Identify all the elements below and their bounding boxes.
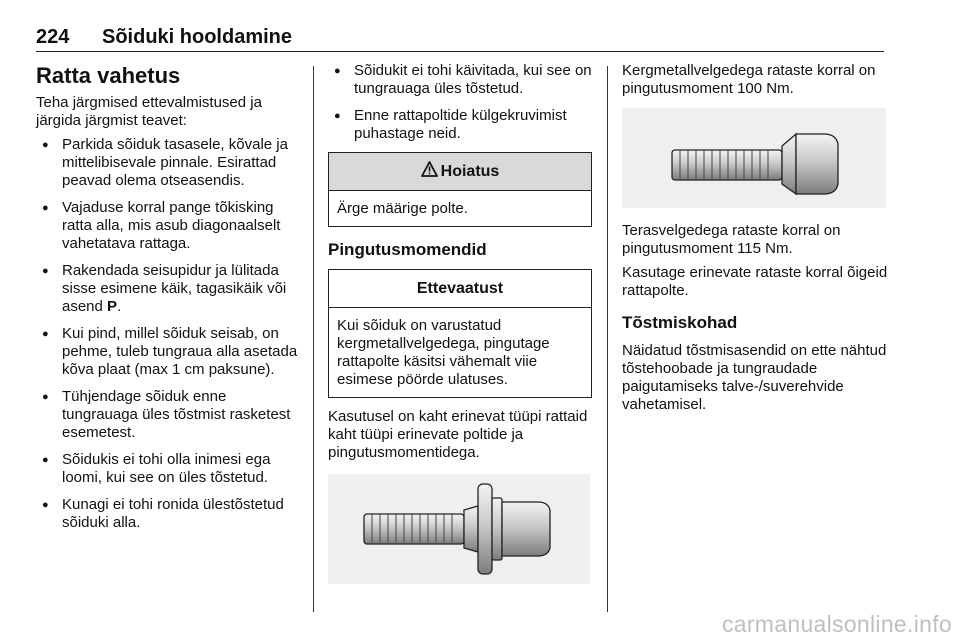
steel-torque-text: Terasvelgedega rataste korral on pingutusmoment 115 Nm. xyxy=(622,222,841,257)
list-item: ● Enne rattapoltide külgekruvimist puhastage neid. xyxy=(328,107,592,143)
list-item: ● Sõidukis ei tohi olla inimesi ega loomi, kui see on üles tõstetud. xyxy=(36,451,300,487)
warning-text: Ärge määrige polte. xyxy=(337,200,468,217)
caution-text: Kui sõiduk on varustatud kergmetallvelgedega, pingutage rattapolte käsitsi vähemalt viie esimese pöörde ulatuses. xyxy=(337,317,550,388)
alloy-wheel-bolt-illustration xyxy=(622,108,886,208)
list-item: ● Parkida sõiduk tasasele, kõvale ja mittelibisevale pinnale. Esirattad peavad olema otseasendis. xyxy=(36,136,300,190)
warning-box xyxy=(328,152,592,227)
alloy-torque-text: Kergmetallvelgedega rataste korral on pingutusmoment 100 Nm. xyxy=(622,62,876,97)
correct-bolts-text: Kasutage erinevate rataste korral õigeid rattapolte. xyxy=(622,264,888,299)
steel-wheel-bolt-illustration xyxy=(328,474,590,584)
list-item: ● Vajaduse korral pange tõkisking ratta alla, mis asub diagonaalselt vahetatava rattaga. xyxy=(36,199,300,253)
column-divider-2 xyxy=(607,66,608,612)
list-item: ● Tühjendage sõiduk enne tungrauaga üles tõstmist rasketest esemetest. xyxy=(36,388,300,442)
intro-text: Teha järgmised ettevalmistused ja järgida järgmist teavet: xyxy=(36,94,262,129)
gear-position-p: P xyxy=(107,298,118,315)
page-number: 224 xyxy=(36,26,70,48)
column-divider-1 xyxy=(313,66,314,612)
list-item: ● Sõidukit ei tohi käivitada, kui see on tungrauaga üles tõstetud. xyxy=(328,62,592,98)
column-3 xyxy=(622,62,888,420)
list-item: ● Kui pind, millel sõiduk seisab, on pehme, tuleb tungraua alla asetada kõva plaat (max 1 cm paksune). xyxy=(36,325,300,379)
section-title: Ratta vahetus xyxy=(36,63,181,88)
bolt-types-text: Kasutusel on kaht erinevat tüüpi rattaid kaht tüüpi erinevate poltide ja pingutusmomentidega. xyxy=(328,408,588,461)
warning-title: Hoiatus xyxy=(440,162,500,180)
caution-header: Ettevaatust xyxy=(329,270,591,308)
subsection-title: Pingutusmomendid xyxy=(328,240,487,259)
page-header xyxy=(36,26,884,52)
caution-box xyxy=(328,269,592,398)
column-2 xyxy=(328,62,592,598)
column-1 xyxy=(36,62,300,541)
preparation-list xyxy=(36,136,300,532)
warning-header xyxy=(329,153,591,191)
watermark: carmanualsonline.info xyxy=(721,611,952,637)
list-item: ● Rakendada seisupidur ja lülitada sisse esimene käik, tagasikäik või asend P. xyxy=(36,262,300,316)
warning-triangle-icon xyxy=(421,161,438,182)
list-item-text: Rakendada seisupidur ja lülitada sisse esimene käik, tagasikäik või asend xyxy=(62,262,287,315)
lifting-points-text: Näidatud tõstmisasendid on ette nähtud tõstehoobade ja tungraudade paigutamiseks talve-/suverehvide vahetamisel. xyxy=(622,342,887,413)
chapter-title: Sõiduki hooldamine xyxy=(102,26,293,48)
subsection-title: Tõstmiskohad xyxy=(622,313,738,332)
list-item: ● Kunagi ei tohi ronida ülestõstetud sõiduki alla. xyxy=(36,496,300,532)
continued-list xyxy=(328,62,592,143)
